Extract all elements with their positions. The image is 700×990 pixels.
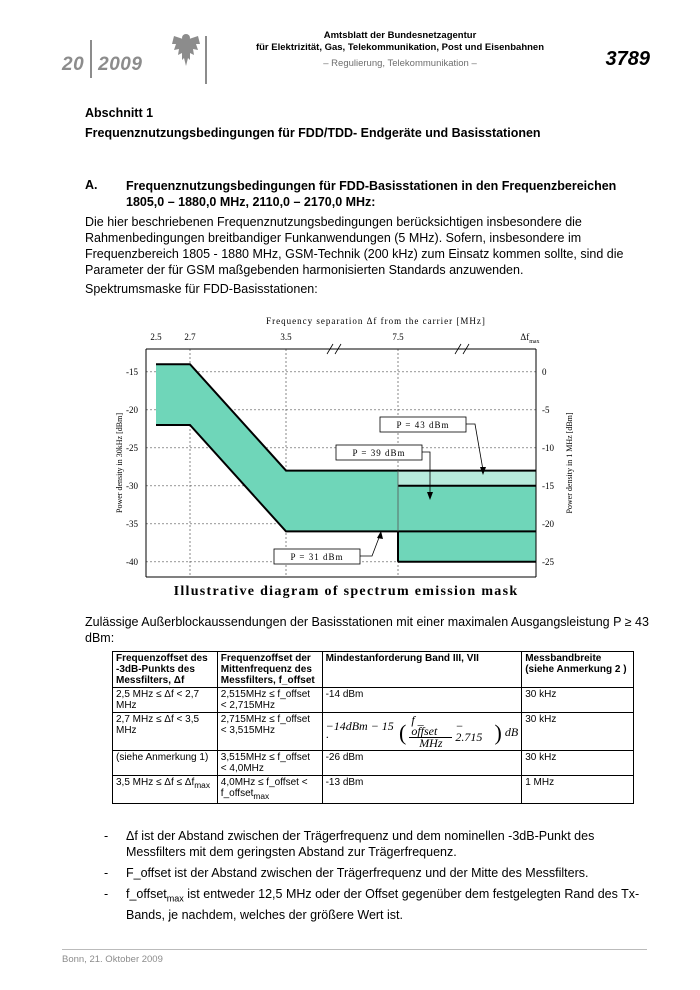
formula-numerator: f _ offset	[409, 715, 452, 738]
y-tick-label-left: -35	[126, 518, 138, 529]
note-dash: -	[104, 887, 109, 901]
x-tick-label: $\Delta f_{max}$	[520, 332, 540, 345]
cell: 3,515MHz ≤ f_offset < 4,0MHz	[217, 751, 322, 776]
formula-denominator: MHz	[419, 736, 443, 750]
footer-rule	[62, 949, 647, 950]
annotation-43dbm-label: P = 43 dBm	[396, 420, 450, 430]
footer-text: Bonn, 21. Oktober 2009	[62, 954, 163, 965]
top-axis-label: Frequency separation Δf from the carrier [MHz]	[266, 316, 486, 326]
section-heading: Abschnitt 1	[85, 106, 154, 120]
issue-no: 20	[62, 54, 85, 76]
note-pre: f_offset	[126, 887, 167, 901]
y-axis-label-right: Power density in 1 MHz [dBm]	[565, 412, 574, 514]
note-text: F_offset ist der Abstand zwischen der Trägerfrequenz und der Mitte des Messfilters.	[126, 866, 589, 880]
annotation-31dbm-label: P = 31 dBm	[290, 552, 344, 562]
x-tick-label: 3.5	[280, 332, 292, 342]
y-tick-label-right: -15	[542, 480, 554, 491]
cell: -13 dBm	[322, 776, 522, 804]
issue-number	[62, 46, 142, 84]
formula-part-b: − 2.715	[455, 719, 483, 744]
x-tick-label: 7.5	[392, 332, 404, 342]
chart-title: Illustrative diagram of spectrum emission mask	[173, 584, 519, 599]
gazette-subtitle: – Regulierung, Telekommunikation –	[323, 58, 477, 69]
note-item	[104, 886, 649, 923]
y-tick-label-left: -30	[126, 480, 138, 491]
x-tick-label: 2.7	[184, 332, 196, 342]
emission-table	[112, 651, 634, 804]
cell: 30 kHz	[522, 713, 634, 751]
y-tick-label-right: -25	[542, 556, 554, 567]
cell-text: 4,0MHz ≤ f_offset < f_offset	[220, 777, 308, 799]
cell: 1 MHz	[522, 776, 634, 804]
table-row	[113, 776, 634, 804]
table-intro: Zulässige Außerblockaussendungen der Basisstationen mit einer maximalen Ausgangsleistung P ≥ 43 dBm:	[85, 615, 649, 645]
cell: 2,515MHz ≤ f_offset < 2,715MHz	[217, 688, 322, 713]
section-title: Frequenznutzungsbedingungen für FDD/TDD- Endgeräte und Basisstationen	[85, 126, 541, 140]
cell: (siehe Anmerkung 1)	[113, 751, 218, 776]
mask-caption: Spektrumsmaske für FDD-Basisstationen:	[85, 282, 318, 296]
cell: 30 kHz	[522, 688, 634, 713]
page-number: 3789	[605, 48, 650, 70]
cell	[113, 776, 218, 804]
cell	[217, 776, 322, 804]
note-sub: max	[166, 893, 184, 904]
max-subscript: max	[194, 780, 210, 790]
cell: -14 dBm	[322, 688, 522, 713]
federal-eagle-icon	[170, 32, 202, 68]
header-divider	[205, 36, 207, 84]
y-tick-label-left: -20	[126, 404, 138, 415]
header-f-offset: Frequenzoffset der Mittenfrequenz des Messfilters, f_offset	[217, 652, 322, 688]
mask-band-lower	[398, 531, 536, 561]
y-tick-label-right: -5	[542, 404, 550, 415]
gazette-title-line1: Amtsblatt der Bundesnetzagentur	[323, 30, 477, 41]
y-axis-label-left: Power density in 30kHz [dBm]	[115, 413, 124, 513]
gazette-title	[210, 30, 590, 54]
cell: 30 kHz	[522, 751, 634, 776]
y-tick-label-left: -40	[126, 556, 138, 567]
formula-unit: dB	[504, 724, 519, 739]
cell: 2,5 MHz ≤ Δf < 2,7 MHz	[113, 688, 218, 713]
mask-band-light	[398, 471, 536, 486]
header-min-req: Mindestanforderung Band III, VII	[322, 652, 522, 688]
annotation-31dbm-arrow	[360, 535, 380, 556]
annotation-43dbm-arrow	[466, 424, 483, 470]
note-text: Δf ist der Abstand zwischen der Trägerfrequenz und dem nominellen -3dB-Punkt des Messfilters mit dem geringsten Abstand zur Trägerfrequenz.	[126, 829, 595, 859]
note-rest: ist entweder 12,5 MHz oder der Offset gegenüber dem festgelegten Rand des Tx-Bands, je nachdem, welches der größere Wert ist.	[126, 887, 640, 922]
subsection-label: A.	[85, 178, 98, 192]
formula-cell: −14dBm − 15 · ( f _ offset MHz − 2.715 ) dB	[322, 713, 522, 751]
header-delta-f: Frequenzoffset des -3dB-Punkts des Messfilters, Δf	[113, 652, 218, 688]
formula-part-a: −14dBm − 15 ·	[325, 719, 394, 744]
table-header-row	[113, 652, 634, 688]
note-text	[126, 886, 649, 923]
x-tick-label: 2.5	[150, 332, 162, 342]
note-item	[104, 828, 649, 860]
intro-paragraph: Die hier beschriebenen Frequenznutzungsbedingungen berücksichtigen insbesondere die Rahmenbedingungen breitbandiger Funkanwendungen (5 MHz). Sofern, insbesondere im Frequenzbereich 1805 - 1880 MHz, GSM-Technik (200 kHz) zum Einsatz kommen sollte, sind die Parameter der für GSM maßgebenden harmonisierten Standards anzuwenden.	[85, 215, 624, 277]
cell-text: 3,5 MHz ≤ Δf ≤ Δf	[116, 777, 195, 788]
table-row	[113, 688, 634, 713]
cell: 2,7 MHz ≤ Δf < 3,5 MHz	[113, 713, 218, 751]
y-tick-label-right: 0	[542, 366, 547, 377]
subsection-title: Frequenznutzungsbedingungen für FDD-Basisstationen in den Frequenzbereichen 1805,0 – 1880,0 MHz, 2110,0 – 2170,0 MHz:	[126, 179, 617, 209]
gazette-title-line2: für Elektrizität, Gas, Telekommunikation, Post und Eisenbahnen	[255, 42, 545, 53]
note-item	[104, 865, 649, 881]
max-subscript: max	[253, 791, 270, 801]
header-bandwidth: Messbandbreite (siehe Anmerkung 2 )	[522, 652, 634, 688]
spectrum-mask-chart	[110, 305, 590, 605]
y-tick-label-right: -10	[542, 442, 554, 453]
note-dash: -	[104, 829, 109, 843]
issue-year: 2009	[98, 54, 143, 76]
table-row	[113, 713, 634, 751]
annotation-39dbm-label: P = 39 dBm	[352, 448, 406, 458]
y-tick-label-left: -25	[126, 442, 138, 453]
y-tick-label-right: -20	[542, 518, 554, 529]
cell: -26 dBm	[322, 751, 522, 776]
cell: 2,715MHz ≤ f_offset < 3,515MHz	[217, 713, 322, 751]
table-row	[113, 751, 634, 776]
y-tick-label-left: -15	[126, 366, 138, 377]
note-dash: -	[104, 866, 109, 880]
